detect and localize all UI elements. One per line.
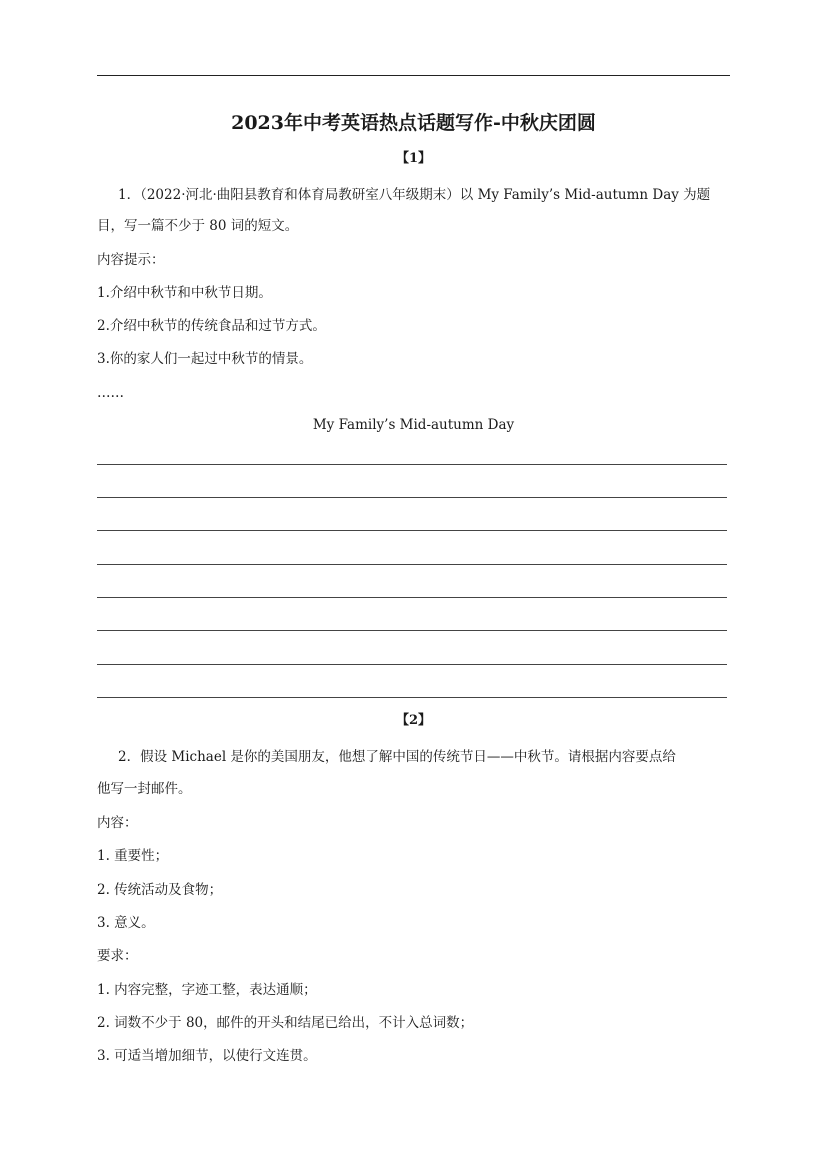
hint-item-1: 1.介绍中秋节和中秋节日期。: [97, 285, 272, 301]
question-1-line-1: 1．（2022·河北·曲阳县教育和体育局教研室八年级期末）以 My Family’s Mid-autumn Day 为题: [118, 187, 711, 203]
page-title: 2023年中考英语热点话题写作-中秋庆团圆: [231, 112, 596, 134]
section-1-marker: 【1】: [395, 151, 432, 166]
hint-heading: 内容提示：: [97, 252, 165, 268]
hint-item-2: 2.介绍中秋节的传统食品和过节方式。: [97, 318, 326, 334]
answer-line[interactable]: [97, 530, 727, 531]
content-item-2: 2. 传统活动及食物；: [97, 882, 223, 898]
question-1-line-2: 目，写一篇不少于 80 词的短文。: [97, 218, 299, 234]
content-heading: 内容：: [97, 815, 138, 831]
answer-line[interactable]: [97, 697, 727, 698]
answer-line[interactable]: [97, 597, 727, 598]
content-item-1: 1. 重要性；: [97, 848, 169, 864]
answer-line[interactable]: [97, 464, 727, 465]
requirement-item-1: 1. 内容完整，字迹工整，表达通顺；: [97, 982, 317, 998]
header-rule: [97, 75, 730, 76]
question-2-line-2: 他写一封邮件。: [97, 781, 192, 797]
requirement-item-3: 3. 可适当增加细节，以使行文连贯。: [97, 1048, 317, 1064]
hint-ellipsis: ……: [97, 385, 124, 401]
requirement-item-2: 2. 词数不少于 80，邮件的开头和结尾已给出，不计入总词数；: [97, 1015, 474, 1031]
answer-line[interactable]: [97, 664, 727, 665]
essay-title: My Family’s Mid-autumn Day: [312, 417, 515, 433]
question-2-line-1: 2．假设 Michael 是你的美国朋友，他想了解中国的传统节日——中秋节。请根据内容要点给: [118, 749, 676, 765]
answer-line[interactable]: [97, 497, 727, 498]
content-item-3: 3. 意义。: [97, 915, 155, 931]
requirements-heading: 要求：: [97, 948, 138, 964]
section-2-marker: 【2】: [395, 713, 432, 728]
answer-line[interactable]: [97, 564, 727, 565]
hint-item-3: 3.你的家人们一起过中秋节的情景。: [97, 351, 313, 367]
answer-line[interactable]: [97, 630, 727, 631]
